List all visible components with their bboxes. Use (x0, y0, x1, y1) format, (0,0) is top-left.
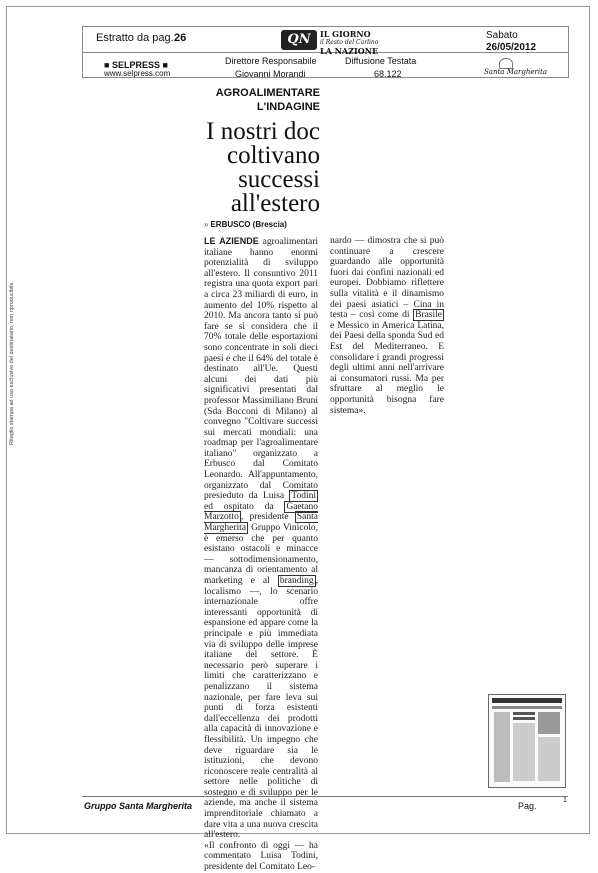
margin-note: Ritaglio stampa ad uso esclusivo del destinatario, non riproducibile. (9, 281, 15, 445)
extract-page-number: 26 (174, 32, 187, 44)
newspaper-names (320, 29, 378, 56)
byline-location: ERBUSCO (Brescia) (210, 220, 287, 229)
highlight-santa-margherita: Santa Margherita (204, 512, 318, 534)
highlight-marzotto: Gaetano Marzotto (204, 501, 318, 523)
body-text: , localismo —, lo scenario internazionale offre interessanti opportunità di espansione ed appare come la principale e più immediata via di sviluppo delle imprese italiane del settore. È necessario però superare i limiti che caratterizzano e penalizzano il sistema nazionale, per fare leva sui punti di forza esistenti dall'eccellenza dei prodotti alla capacità di innovazione e flessibilità. Un impegno che deve riguardare sia le istituzioni, che devono riconoscere reale centralità al settore nelle politiche di sostegno e di sviluppo per le aziende, ma anche il sistema imprenditoriale chiamato a dare vita a una nuova crescita all'estero. (204, 576, 318, 841)
body-text: e Messico in America Latina, dei Paesi della sponda Sud ed Est del Mediterraneo. E consolidare i grandi progressi degli ultimi anni nell'arrivare ai consumatori russi. Ma per sfruttare al meglio le opportunità bisogna fare sistema». (330, 320, 444, 416)
extract-label: Estratto da pag. (96, 32, 174, 44)
highlight-brasile: Brasile (415, 310, 442, 321)
director-name: Giovanni Morandi (235, 69, 306, 79)
circulation-value: 68.122 (374, 69, 402, 79)
headline-line: successi (238, 166, 320, 193)
director-label: Direttore Responsabile (225, 56, 317, 66)
body-text: ed ospitato da (204, 501, 285, 512)
circulation-label: Diffusione Testata (345, 56, 417, 66)
client-logo: Santa Margherita (484, 68, 548, 76)
article-headline (178, 120, 320, 216)
article-column-1 (204, 236, 318, 873)
newspaper-il-giorno: IL GIORNO (320, 29, 371, 39)
highlight-branding: branding (279, 576, 314, 586)
article-column-2 (330, 236, 444, 416)
lead-word: LE AZIENDE (204, 236, 259, 246)
body-text: , presidente (240, 512, 295, 523)
kicker-line-1: AGROALIMENTARE (215, 87, 320, 99)
body-text: «Il confronto di oggi — ha commentato Luisa Todini, presidente del Comitato Leo- (204, 840, 318, 873)
footer-page-label: Pag. (518, 801, 537, 811)
agency-label: SELPRESS (111, 60, 160, 70)
newspaper-resto-carlino: il Resto del Carlino (320, 39, 379, 46)
headline-line: all'estero (230, 190, 320, 217)
article-byline (204, 220, 287, 229)
agency-name: ■ SELPRESS ■ (104, 60, 168, 70)
body-text: Gruppo Vinicolo, è emerso che per quanto esistano ostacoli e minacce — sottodimensionamento, mancanza di orientamento al marketing e al (204, 523, 318, 586)
footer-client: Gruppo Santa Margherita (84, 801, 193, 811)
article-kicker (204, 86, 320, 114)
highlight-todini: Todini (291, 491, 316, 502)
byline-mark: » (204, 220, 209, 229)
qn-logo: QN (281, 30, 317, 50)
kicker-line-2: L'INDAGINE (256, 101, 320, 113)
body-text: nardo — dimostra che si può continuare a crescere guardando alle opportunità fuori dai confini nazionali ed europei. Dobbiamo riflettere sulla vitalità e il dinamismo dei paesi asiatici – Cina in testa – così come di (330, 236, 444, 321)
headline-line: coltivano (226, 142, 320, 169)
page-thumbnail-icon (489, 695, 565, 787)
issue-date: 26/05/2012 (486, 42, 537, 53)
headline-line: I nostri doc (206, 118, 320, 145)
page-thumbnail (488, 694, 566, 788)
agency-url: www.selpress.com (104, 69, 171, 78)
newspaper-la-nazione: LA NAZIONE (320, 46, 379, 56)
issue-day: Sabato (486, 30, 518, 41)
body-text: agroalimentari italiane hanno enormi potenzialità di sviluppo all'estero. Il consuntivo 2011 registra una quota export pari a circa 23 miliardi di euro, in aumento del 10% rispetto al 2010. Ma ancora tanto si può fare se si considera che il 70% totale delle esportazioni sono concentrate in soli dieci paesi e che il 64% del totale è destinato all'Ue. Questi alcuni dei dati più significativi presentati dal professor Massimiliano Bruni (Sda Bocconi di Milano) al convegno "Coltivare successi sui mercati mondiali: una roadmap per l'agroalimentare italiano" organizzato a Erbusco dal Comitato Leonardo. All'appuntamento, organizzato dal Comitato presieduto da Luisa (204, 237, 318, 502)
footer-divider (82, 796, 568, 797)
footer-page-number: 1 (563, 797, 567, 804)
